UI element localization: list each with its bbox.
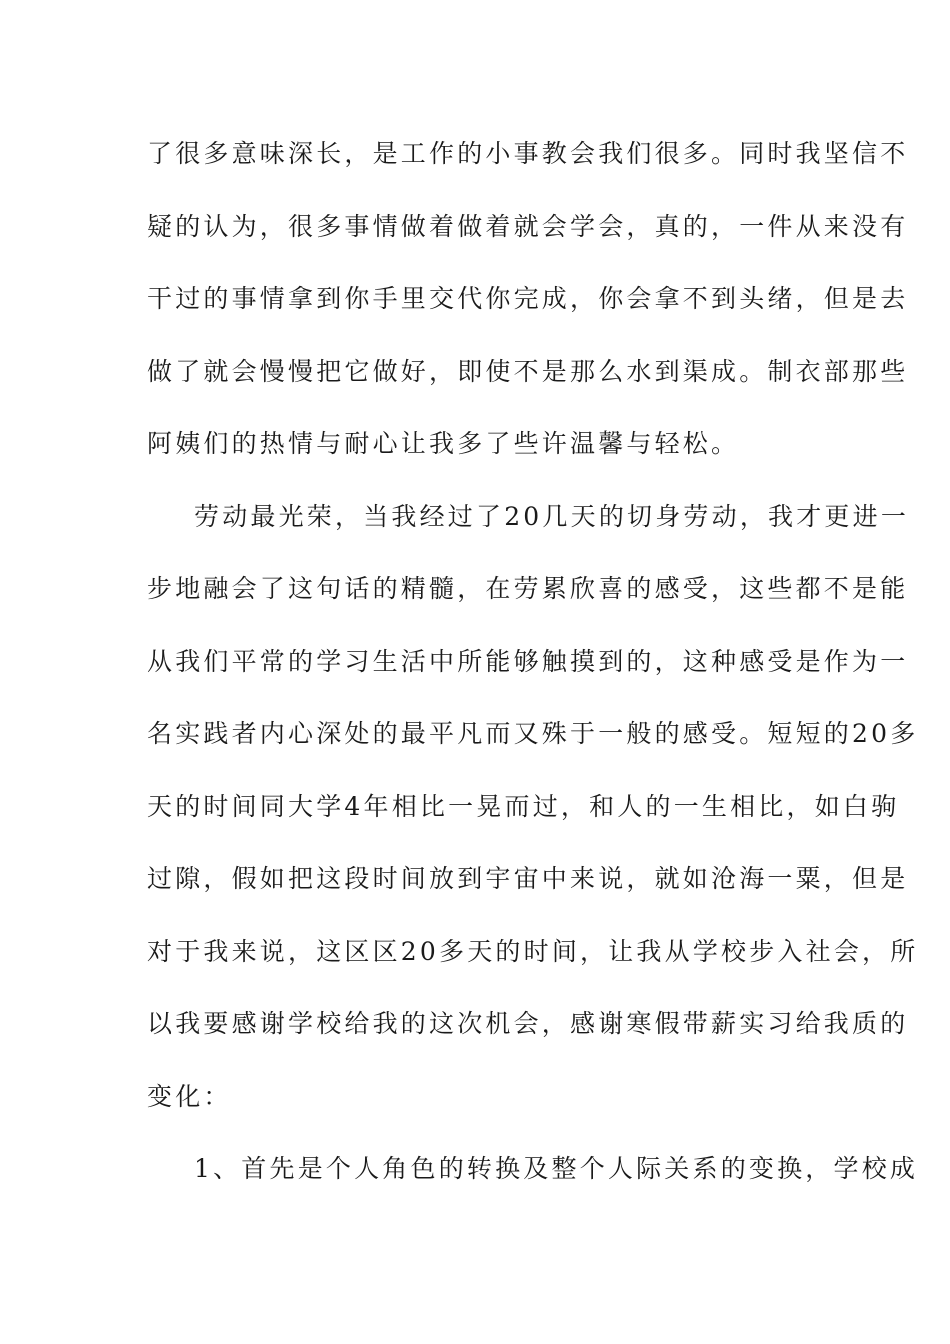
- text-line: 了很多意味深长，是工作的小事教会我们很多。同时我坚信不: [147, 139, 909, 168]
- text-line: 疑的认为，很多事情做着做着就会学会，真的，一件从来没有: [147, 212, 909, 241]
- paragraph-start-line: 劳动最光荣，当我经过了20几天的切身劳动，我才更进一: [194, 502, 910, 531]
- text-line: 阿姨们的热情与耐心让我多了些许温馨与轻松。: [147, 429, 740, 458]
- text-line: 过隙，假如把这段时间放到宇宙中来说，就如沧海一粟，但是: [147, 864, 909, 893]
- list-item-line: 1、首先是个人角色的转换及整个人际关系的变换，学校成: [194, 1154, 919, 1183]
- text-line: 对于我来说，这区区20多天的时间，让我从学校步入社会，所: [147, 937, 919, 966]
- text-line: 干过的事情拿到你手里交代你完成，你会拿不到头绪，但是去: [147, 284, 909, 313]
- text-line: 步地融会了这句话的精髓，在劳累欣喜的感受，这些都不是能: [147, 574, 909, 603]
- text-line: 变化：: [147, 1082, 232, 1111]
- text-line: 做了就会慢慢把它做好，即使不是那么水到渠成。制衣部那些: [147, 357, 909, 386]
- text-line: 以我要感谢学校给我的这次机会，感谢寒假带薪实习给我质的: [147, 1009, 909, 1038]
- text-line: 从我们平常的学习生活中所能够触摸到的，这种感受是作为一: [147, 647, 909, 676]
- text-line: 名实践者内心深处的最平凡而又殊于一般的感受。短短的20多: [147, 719, 919, 748]
- text-line: 天的时间同大学4年相比一晃而过，和人的一生相比，如白驹: [147, 792, 900, 821]
